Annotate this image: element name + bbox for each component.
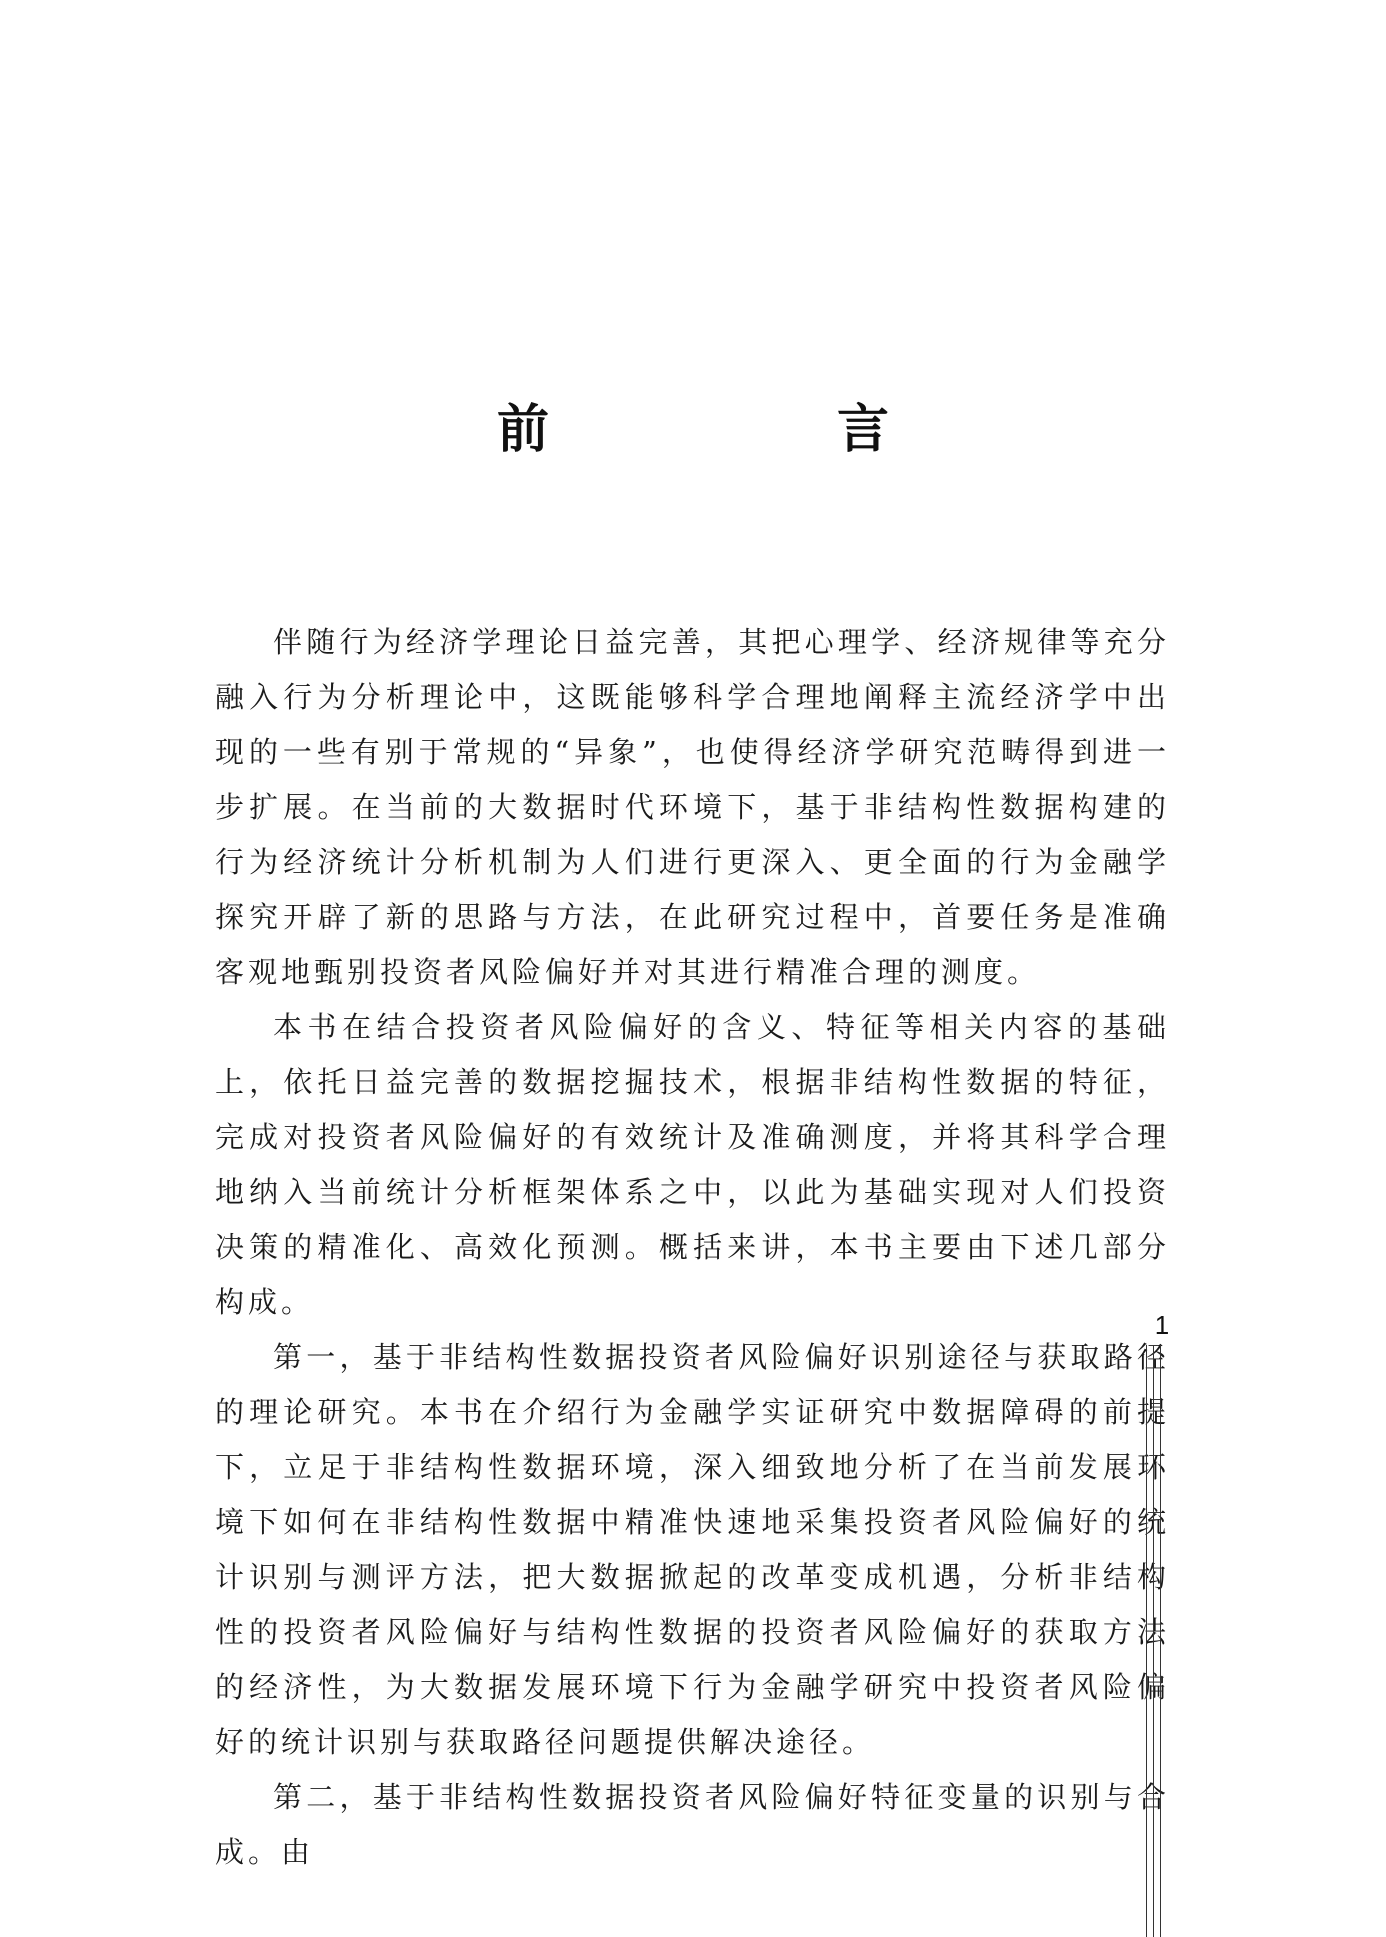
paragraph-3: 第一，基于非结构性数据投资者风险偏好识别途径与获取路径的理论研究。本书在介绍行为金融学实证研究中数据障碍的前提下，立足于非结构性数据环境，深入细致地分析了在当前发展环境下如何在非结构性数据中精准快速地采集投资者风险偏好的统计识别与测评方法，把大数据掀起的改革变成机遇，分析非结构性的投资者风险偏好与结构性数据的投资者风险偏好的获取方法的经济性，为大数据发展环境下行为金融学研究中投资者风险偏好的统计识别与获取路径问题提供解决途径。 [215, 1340, 1170, 1759]
paragraph-4: 第二，基于非结构性数据投资者风险偏好特征变量的识别与合成。由 [215, 1780, 1170, 1869]
edge-mark-line [1153, 1345, 1154, 1937]
paragraph-1: 伴随行为经济学理论日益完善，其把心理学、经济规律等充分融入行为分析理论中，这既能够科学合理地阐释主流经济学中出现的一些有别于常规的“异象”，也使得经济学研究范畴得到进一步扩展。在当前的大数据时代环境下，基于非结构性数据构建的行为经济统计分析机制为人们进行更深入、更全面的行为金融学探究开辟了新的思路与方法，在此研究过程中，首要任务是准确客观地甄别投资者风险偏好并对其进行精准合理的测度。 [215, 625, 1170, 989]
edge-mark-line [1146, 1345, 1147, 1937]
paragraph-2: 本书在结合投资者风险偏好的含义、特征等相关内容的基础上，依托日益完善的数据挖掘技术，根据非结构性数据的特征，完成对投资者风险偏好的有效统计及准确测度，并将其科学合理地纳入当前统计分析框架体系之中，以此为基础实现对人们投资决策的精准化、高效化预测。概括来讲，本书主要由下述几部分构成。 [215, 1010, 1170, 1319]
page-edge-marks [1146, 1345, 1168, 1937]
page-number: 1 [1154, 1310, 1170, 1340]
page-title: 前 言 [496, 399, 1007, 460]
edge-mark-line [1160, 1345, 1161, 1937]
body-text [215, 615, 1170, 1880]
